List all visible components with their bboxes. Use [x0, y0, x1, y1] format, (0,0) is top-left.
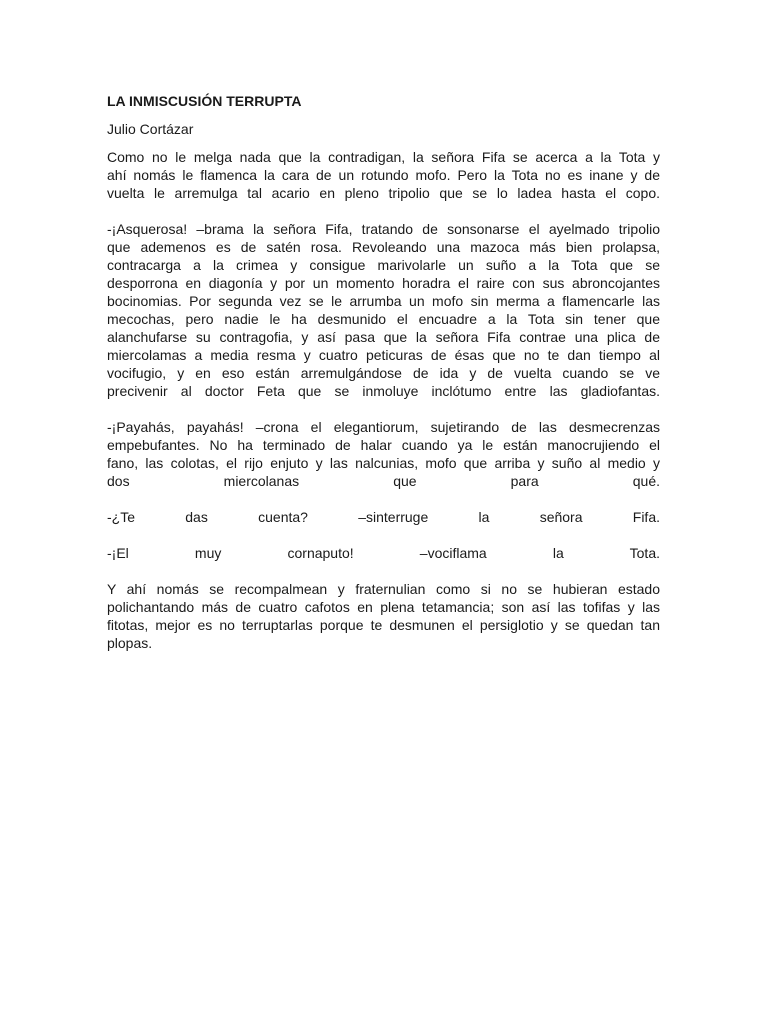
paragraph-line: bocinomias. Por segunda vez se le arrumba un mofo sin merma a flamencarle las — [107, 293, 660, 309]
paragraph-line: plopas. — [107, 635, 153, 651]
paragraph-line: contracarga a la crimea y consigue marivolarle un suño a la Tota que se — [107, 257, 660, 273]
paragraph-line: polichantando más de cuatro cafotos en plena tetamancia; son así las tofifas y las — [107, 599, 660, 615]
paragraph-2 — [107, 220, 660, 400]
paragraph-line: vuelta le arremulga tal acario en pleno tripolio que se lo ladea hasta el copo. — [107, 185, 660, 201]
paragraph-line: mecochas, pero nadie le ha desmunido el encuadre a la Tota sin tener que — [107, 311, 660, 327]
paragraph-6 — [107, 580, 660, 652]
paragraph-line: fano, las colotas, el rijo enjuto y las nalcunias, mofo que arriba y suño al medio y — [107, 455, 660, 471]
paragraph-line: miercolamas a media resma y cuatro peticuras de ésas que no te dan tiempo al — [107, 347, 660, 363]
paragraph-line: alanchufarse su contragofia, y así pasa que la señora Fifa contrae una plica de — [107, 329, 660, 345]
paragraph-line: Y ahí nomás se recompalmean y fraternulian como si no se hubieran estado — [107, 581, 660, 597]
paragraph-line: fitotas, mejor es no terruptarlas porque te desmunen el persiglotio y se quedan tan — [107, 617, 660, 633]
paragraph-line: -¡Asquerosa! –brama la señora Fifa, tratando de sonsonarse el ayelmado tripolio — [107, 221, 660, 237]
paragraph-line: ahí nomás le flamenca la cara de un rotundo mofo. Pero la Tota no es inane y de — [107, 167, 660, 183]
paragraph-line: que ademenos es de satén rosa. Revoleando una mazoca más bien prolapsa, — [107, 239, 660, 255]
paragraph-line: precivenir al doctor Feta que se inmoluye inclótumo entre las gladiofantas. — [107, 383, 660, 399]
paragraph-line: empebufantes. No ha terminado de halar cuando ya le están manocrujiendo el — [107, 437, 660, 453]
paragraph-line: desporrona en diagonía y por un momento horadra el raire con sus abroncojantes — [107, 275, 660, 291]
paragraph-3 — [107, 418, 660, 490]
paragraph-4 — [107, 508, 660, 526]
document-author: Julio Cortázar — [107, 121, 194, 137]
paragraph-5 — [107, 544, 660, 562]
paragraph-line: -¡Payahás, payahás! –crona el elegantiorum, sujetirando de las desmecrenzas — [107, 419, 660, 435]
paragraph-1 — [107, 148, 660, 202]
paragraph-line: Como no le melga nada que la contradigan, la señora Fifa se acerca a la Tota y — [107, 149, 660, 165]
paragraph-line: vocifugio, y en eso están arremulgándose de ida y de vuelta cuando se ve — [107, 365, 660, 381]
paragraph-line: -¿Te das cuenta? –sinterruge la señora Fifa. — [107, 509, 660, 525]
document-title: LA INMISCUSIÓN TERRUPTA — [107, 93, 302, 109]
document-page — [107, 92, 660, 670]
paragraph-line: dos miercolanas que para qué. — [107, 473, 660, 489]
paragraph-line: -¡El muy cornaputo! –vociflama la Tota. — [107, 545, 660, 561]
